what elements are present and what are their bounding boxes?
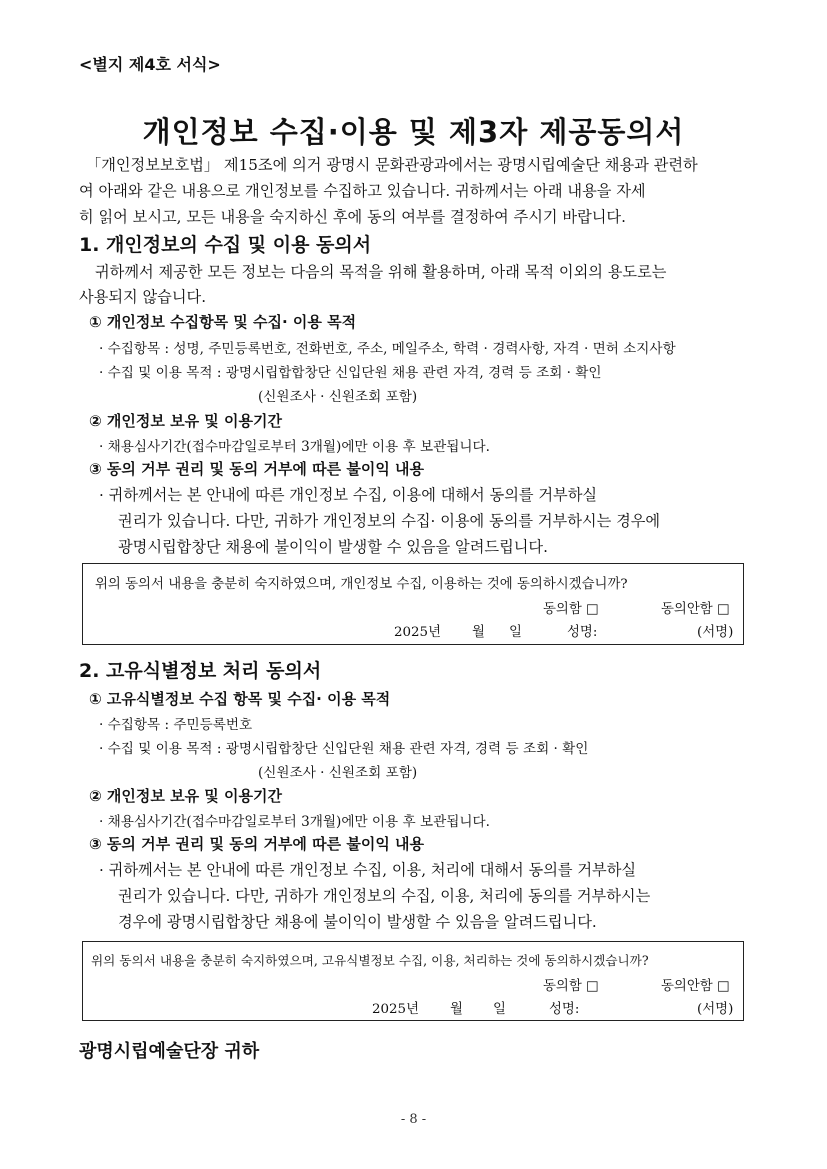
disagree-checkbox-1[interactable]: 동의안함 □	[661, 602, 730, 617]
agree-checkbox-1[interactable]: 동의함 □	[543, 602, 599, 617]
intro-line-1: 「개인정보보호법」 제15조에 의거 광명시 문화관광과에서는 광명시립예술단 채용과 관련하	[86, 156, 698, 174]
sign-name-label-2: 성명:	[549, 1002, 580, 1017]
section1-intro-line-1: 귀하께서 제공한 모든 정보는 다음의 목적을 위해 활용하며, 아래 목적 이외의 용도로는	[95, 263, 667, 281]
sign-month-1: 월	[472, 625, 485, 640]
consent-box-2	[82, 941, 744, 1021]
section2-sub1-item-1: · 수집항목 : 주민등록번호	[99, 717, 253, 733]
section1-sub2-item: · 채용심사기간(접수마감일로부터 3개월)에만 이용 후 보관됩니다.	[99, 439, 490, 455]
section2-heading: 2. 고유식별정보 처리 동의서	[79, 660, 322, 682]
intro-line-3: 히 읽어 보시고, 모든 내용을 숙지하신 후에 동의 여부를 결정하여 주시기 바랍니다.	[79, 208, 626, 226]
section2-sub2-heading: ② 개인정보 보유 및 이용기간	[89, 787, 282, 805]
section2-sub1-item-2: · 수집 및 이용 목적 : 광명시립합창단 신입단원 채용 관련 자격, 경력 등 조회 · 확인	[99, 741, 589, 757]
section2-sub3-line-3: 경우에 광명시립합창단 채용에 불이익이 발생할 수 있음을 알려드립니다.	[118, 913, 597, 931]
section2-sub2-item: · 채용심사기간(접수마감일로부터 3개월)에만 이용 후 보관됩니다.	[99, 814, 490, 830]
sign-year-2: 2025년	[372, 1002, 420, 1017]
sign-name-label-1: 성명:	[567, 625, 598, 640]
sign-day-2: 일	[493, 1002, 506, 1017]
section1-sub3-heading: ③ 동의 거부 권리 및 동의 거부에 따른 불이익 내용	[89, 460, 425, 478]
sign-day-1: 일	[509, 625, 522, 640]
page-title: 개인정보 수집·이용 및 제3자 제공동의서	[142, 115, 685, 149]
sign-month-2: 월	[450, 1002, 463, 1017]
section2-sub1-heading: ① 고유식별정보 수집 항목 및 수집· 이용 목적	[89, 690, 391, 708]
intro-line-2: 여 아래와 같은 내용으로 개인정보를 수집하고 있습니다. 귀하께서는 아래 내용을 자세	[79, 182, 646, 200]
section2-sub3-line-2: 권리가 있습니다. 다만, 귀하가 개인정보의 수집, 이용, 처리에 동의를 거부하시는	[118, 887, 651, 905]
sign-year-1: 2025년	[394, 625, 442, 640]
section1-heading: 1. 개인정보의 수집 및 이용 동의서	[79, 234, 372, 256]
sign-signature-2[interactable]: (서명)	[697, 1002, 734, 1017]
consent-question-2: 위의 동의서 내용을 충분히 숙지하였으며, 고유식별정보 수집, 이용, 처리하는 것에 동의하시겠습니까?	[91, 953, 649, 968]
section1-sub3-line-2: 권리가 있습니다. 다만, 귀하가 개인정보의 수집· 이용에 동의를 거부하시는 경우에	[118, 512, 661, 530]
sign-signature-1[interactable]: (서명)	[697, 625, 734, 640]
section2-sub1-item-3: (신원조사 · 신원조회 포함)	[258, 765, 418, 781]
section1-sub1-item-2: · 수집 및 이용 목적 : 광명시립합합창단 신입단원 채용 관련 자격, 경력 등 조회 · 확인	[99, 365, 602, 381]
section1-sub1-heading: ① 개인정보 수집항목 및 수집· 이용 목적	[89, 313, 357, 331]
consent-box-1	[82, 563, 744, 645]
section1-sub1-item-1: · 수집항목 : 성명, 주민등록번호, 전화번호, 주소, 메일주소, 학력 · 경력사항, 자격 · 면허 소지사항	[99, 341, 676, 357]
section1-intro-line-2: 사용되지 않습니다.	[79, 288, 207, 306]
page-number: - 8 -	[400, 1112, 427, 1127]
agree-checkbox-2[interactable]: 동의함 □	[543, 979, 599, 994]
form-number: <별지 제4호 서식>	[79, 55, 221, 74]
section1-sub3-line-3: 광명시립합창단 채용에 불이익이 발생할 수 있음을 알려드립니다.	[118, 538, 548, 556]
addressee: 광명시립예술단장 귀하	[79, 1041, 260, 1062]
section1-sub1-item-3: (신원조사 · 신원조회 포함)	[258, 389, 418, 405]
section1-sub3-line-1: · 귀하께서는 본 안내에 따른 개인정보 수집, 이용에 대해서 동의를 거부하실	[99, 486, 598, 504]
section1-sub2-heading: ② 개인정보 보유 및 이용기간	[89, 412, 282, 430]
section2-sub3-line-1: · 귀하께서는 본 안내에 따른 개인정보 수집, 이용, 처리에 대해서 동의를 거부하실	[99, 861, 637, 879]
disagree-checkbox-2[interactable]: 동의안함 □	[661, 979, 730, 994]
section2-sub3-heading: ③ 동의 거부 권리 및 동의 거부에 따른 불이익 내용	[89, 835, 425, 853]
consent-question-1: 위의 동의서 내용을 충분히 숙지하였으며, 개인정보 수집, 이용하는 것에 동의하시겠습니까?	[95, 577, 628, 592]
